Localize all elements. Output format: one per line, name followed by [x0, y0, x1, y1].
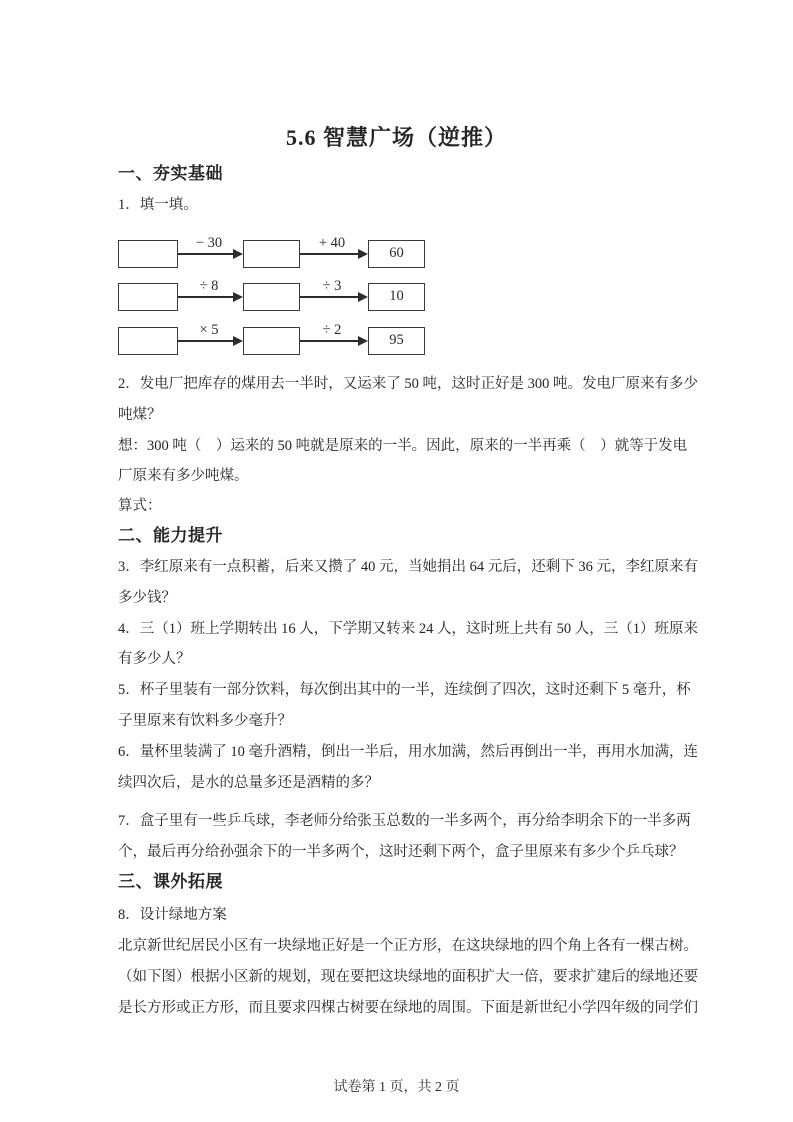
problem-5-line-2: 子里原来有饮料多少毫升？ [118, 713, 292, 729]
empty-answer-box [118, 327, 178, 355]
fill-in-flow-diagram [118, 235, 428, 356]
problem-2-line-1: 2．发电厂把库存的煤用去一半时，又运来了 50 吨，这时正好是 300 吨。发电厂原来有多少 [118, 376, 698, 392]
result-box: 60 [368, 240, 425, 268]
problem-3-line-1: 3．李红原来有一点积蓄，后来又攒了 40 元，当她捐出 64 元后，还剩下 36 元，李红原来有 [118, 559, 698, 575]
problem-2-line-2: 吨煤？ [118, 407, 162, 423]
diagram-row-1 [118, 235, 428, 268]
problem-4-line-2: 有多少人？ [118, 651, 191, 667]
problem-8-line-1: 北京新世纪居民小区有一块绿地正好是一个正方形，在这块绿地的四个角上各有一棵古树。 [118, 938, 698, 954]
problem-6-line-1: 6．量杯里装满了 10 毫升酒精，倒出一半后，用水加满，然后再倒出一半，再用水加满，连 [118, 744, 698, 760]
arrow-right-icon [178, 340, 233, 342]
empty-answer-box [243, 240, 300, 268]
operation-label: − 30 [195, 235, 223, 251]
arrow-right-icon [300, 296, 358, 298]
operation-label: × 5 [199, 322, 219, 338]
problem-2-hint-line-2: 厂原来有多少吨煤。 [118, 468, 249, 484]
problem-2-equation-label: 算式： [118, 498, 162, 514]
operation-label: ÷ 2 [322, 322, 342, 338]
problem-4-line-1: 4．三（1）班上学期转出 16 人，下学期又转来 24 人，这时班上共有 50 人，三（1）班原来 [118, 621, 698, 637]
empty-answer-box [243, 327, 300, 355]
arrow-right-icon [300, 253, 358, 255]
operation-label: ÷ 3 [322, 278, 342, 294]
section-3-heading: 三、课外拓展 [118, 872, 223, 891]
section-1-heading: 一、夯实基础 [118, 164, 223, 183]
section-2-heading: 二、能力提升 [118, 526, 223, 545]
diagram-row-2 [118, 278, 428, 311]
problem-1-label: 1．填一填。 [118, 197, 198, 213]
result-box: 95 [368, 327, 425, 355]
problem-8-label: 8．设计绿地方案 [118, 907, 227, 923]
operation-label: + 40 [318, 235, 346, 251]
empty-answer-box [118, 283, 178, 311]
result-box: 10 [368, 283, 425, 311]
problem-7-line-1: 7．盒子里有一些乒乓球，李老师分给张玉总数的一半多两个，再分给李明余下的一半多两 [118, 813, 691, 829]
arrow-right-icon [178, 296, 233, 298]
page-title: 5.6 智慧广场（逆推） [285, 125, 507, 150]
problem-3-line-2: 多少钱？ [118, 590, 176, 606]
arrow-right-icon [178, 253, 233, 255]
problem-8-line-3: 是长方形或正方形，而且要求四棵古树要在绿地的周围。下面是新世纪小学四年级的同学们 [118, 1000, 698, 1016]
empty-answer-box [243, 283, 300, 311]
problem-2-hint-line-1: 想：300 吨（ ）运来的 50 吨就是原来的一半。因此，原来的一半再乘（ ）就等于发电 [118, 438, 688, 454]
page-number-footer: 试卷第 1 页，共 2 页 [333, 1080, 460, 1095]
problem-6-line-2: 续四次后，是水的总量多还是酒精的多？ [118, 775, 379, 791]
problem-8-line-2: （如下图）根据小区新的规划，现在要把这块绿地的面积扩大一倍，要求扩建后的绿地还要 [118, 969, 698, 985]
arrow-right-icon [300, 340, 358, 342]
problem-5-line-1: 5．杯子里装有一部分饮料，每次倒出其中的一半，连续倒了四次，这时还剩下 5 毫升，杯 [118, 682, 691, 698]
empty-answer-box [118, 240, 178, 268]
operation-label: ÷ 8 [199, 278, 219, 294]
diagram-row-3 [118, 322, 428, 355]
problem-7-line-2: 个，最后再分给孙强余下的一半多两个，这时还剩下两个，盒子里原来有多少个乒乓球？ [118, 844, 684, 860]
